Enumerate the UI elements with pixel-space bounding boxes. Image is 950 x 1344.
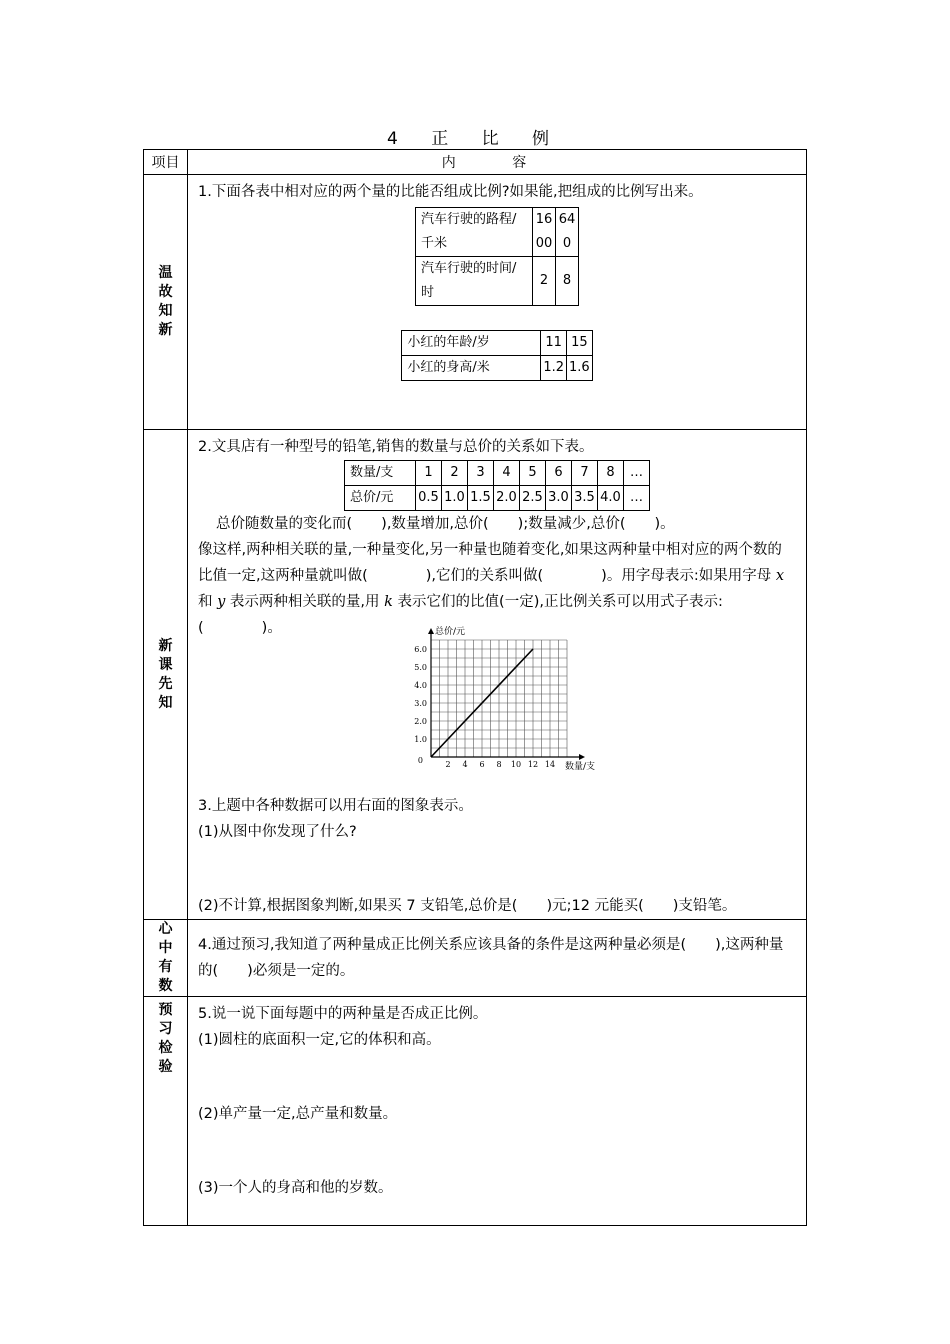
section-summary — [144, 920, 807, 997]
section-label-summary: 心中有数 — [158, 921, 173, 994]
question-1: 1.下面各表中相对应的两个量的比能否组成比例?如果能,把组成的比例写出来。 — [198, 184, 703, 200]
worksheet-table — [143, 149, 807, 1226]
question-5-3: (3)一个人的身高和他的岁数。 — [198, 1180, 393, 1196]
table-cell: 2.0 — [494, 486, 520, 511]
row-label: 汽车行驶的时间/时 — [416, 257, 533, 306]
x-axis-label: 数量/支 — [565, 762, 596, 772]
x-tick-label: 10 — [510, 760, 522, 769]
table-cell: 11 — [541, 331, 567, 356]
question-4: 4.通过预习,我知道了两种量成正比例关系应该具备的条件是这两种量必须是( ),这两种量的( )必须是一定的。 — [198, 937, 784, 979]
question-5-2: (2)单产量一定,总产量和数量。 — [198, 1106, 398, 1122]
y-tick-label: 5.0 — [414, 663, 427, 672]
distance-time-table — [415, 207, 579, 306]
question-5: 5.说一说下面每题中的两种量是否成正比例。 — [198, 1006, 488, 1022]
question-3-1: (1)从图中你发现了什么? — [198, 824, 357, 840]
table-cell: 1.5 — [468, 486, 494, 511]
table-cell: 4 — [494, 461, 520, 486]
table-cell: 8 — [598, 461, 624, 486]
header-item: 项目 — [144, 150, 188, 175]
row-label: 汽车行驶的路程/千米 — [416, 208, 533, 257]
table-cell: 3.0 — [546, 486, 572, 511]
table-cell: 2 — [533, 257, 556, 306]
table-cell: 4.0 — [598, 486, 624, 511]
question-3: 3.上题中各种数据可以用右面的图象表示。 — [198, 798, 473, 814]
y-tick-label: 2.0 — [414, 717, 427, 726]
table-cell: 8 — [556, 257, 579, 306]
paragraph-price-change: 总价随数量的变化而( ),数量增加,总价( );数量减少,总价( )。 — [216, 516, 675, 532]
header-row — [144, 150, 807, 175]
table-cell: … — [624, 461, 650, 486]
y-tick-label: 1.0 — [414, 735, 427, 744]
origin-label: 0 — [417, 756, 423, 765]
y-tick-label: 6.0 — [414, 645, 427, 654]
table-cell: 1600 — [533, 208, 556, 257]
x-tick-label: 4 — [462, 760, 468, 769]
header-content: 内 容 — [188, 150, 807, 175]
row-label: 小红的身高/米 — [402, 356, 541, 381]
table-cell: 1 — [416, 461, 442, 486]
x-tick-label: 6 — [479, 760, 485, 769]
pencil-price-table — [344, 460, 650, 511]
section-new-lesson — [144, 430, 807, 920]
question-5-1: (1)圆柱的底面积一定,它的体积和高。 — [198, 1032, 441, 1048]
table-cell: 2.5 — [520, 486, 546, 511]
x-axis-arrow — [579, 754, 585, 760]
x-tick-label: 12 — [527, 760, 539, 769]
row-label: 总价/元 — [345, 486, 416, 511]
section-check — [144, 997, 807, 1226]
proportion-graph — [397, 627, 597, 773]
variable-y: y — [217, 594, 226, 610]
section-review — [144, 175, 807, 430]
y-axis-label: 总价/元 — [435, 627, 466, 637]
age-height-table — [401, 330, 592, 381]
x-tick-label: 14 — [544, 760, 556, 769]
table-cell: 640 — [556, 208, 579, 257]
table-cell: 1.6 — [567, 356, 593, 381]
question-3-2: (2)不计算,根据图象判断,如果买 7 支铅笔,总价是( )元;12 元能买( )支铅笔。 — [198, 898, 737, 914]
x-tick-label: 2 — [445, 760, 451, 769]
page-title: 4 正 比 例 — [386, 129, 564, 149]
table-cell: 3.5 — [572, 486, 598, 511]
variable-k: k — [384, 594, 393, 610]
table-cell: … — [624, 486, 650, 511]
section-label-check: 预习检验 — [158, 1002, 173, 1075]
table-cell: 7 — [572, 461, 598, 486]
section-label-review: 温故知新 — [158, 265, 173, 338]
x-tick-label: 8 — [496, 760, 502, 769]
table-cell: 15 — [567, 331, 593, 356]
question-2: 2.文具店有一种型号的铅笔,销售的数量与总价的关系如下表。 — [198, 439, 594, 455]
table-cell: 1.0 — [442, 486, 468, 511]
table-cell: 0.5 — [416, 486, 442, 511]
row-label: 数量/支 — [345, 461, 416, 486]
section-label-new-lesson: 新课先知 — [158, 637, 173, 711]
y-tick-label: 4.0 — [414, 681, 427, 690]
table-cell: 1.2 — [541, 356, 567, 381]
table-cell: 5 — [520, 461, 546, 486]
row-label: 小红的年龄/岁 — [402, 331, 541, 356]
paragraph-definition: 像这样,两种相关联的量,一种量变化,另一种量也随着变化,如果这两种量中相对应的两个数的比值一定,这两种量就叫做( ),它们的关系叫做( )。用字母表示:如果用字母 x 和 y 表示两种相关联的量,用 k 表示它们的比值(一定),正比例关系可以用式子表示:( )。 — [198, 542, 785, 636]
variable-x: x — [775, 568, 785, 584]
table-cell: 6 — [546, 461, 572, 486]
y-tick-label: 3.0 — [414, 699, 427, 708]
table-cell: 2 — [442, 461, 468, 486]
table-cell: 3 — [468, 461, 494, 486]
